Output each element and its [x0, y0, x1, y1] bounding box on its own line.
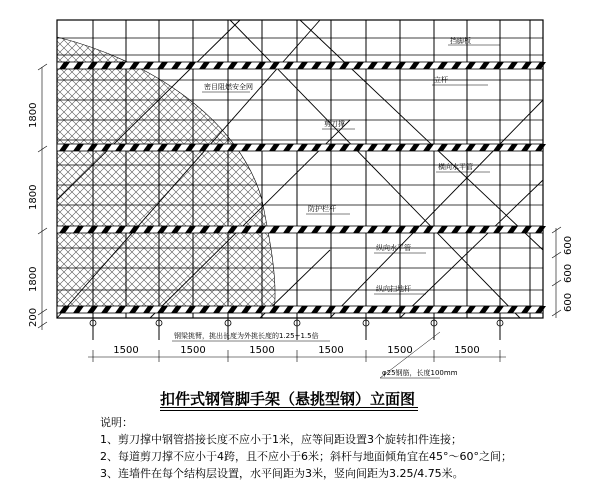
dim-bottom-1: 1500 [113, 345, 139, 356]
label-longitudinal-bar: 纵向水平管 [376, 244, 411, 252]
label-safety-net: 密目阻燃安全网 [204, 83, 253, 91]
title-underline-1 [160, 407, 418, 408]
dim-left-3: 1800 [28, 266, 39, 292]
label-guard-rail: 防护栏杆 [308, 205, 336, 213]
dim-left-4: 200 [28, 307, 39, 327]
label-sweep-bar: 纵向扫地杆 [376, 285, 411, 293]
dim-bottom-5: 1500 [387, 345, 413, 356]
notes-heading: 说明： [100, 416, 133, 429]
bottom-dimension-chain [88, 350, 506, 362]
crossbrace [400, 180, 543, 318]
title-underline-2 [160, 410, 418, 411]
dim-left-1: 1800 [28, 102, 39, 128]
dim-right-1: 600 [563, 235, 574, 255]
dim-bottom-4: 1500 [318, 345, 344, 356]
dim-bottom-2: 1500 [180, 345, 206, 356]
label-cantilever-note: 钢梁挑臂，挑出长度为外挑长度的1.25~1.5倍 [174, 332, 319, 340]
dim-right-2: 600 [563, 263, 574, 283]
drawing-title: 扣件式钢管脚手架（悬挑型钢）立面图 [160, 390, 416, 408]
dim-left-2: 1800 [28, 184, 39, 210]
label-rebar-note: φ25钢筋，长度100mm [382, 369, 458, 377]
label-vertical-pole: 立杆 [434, 76, 448, 84]
safety-net-area [57, 37, 275, 312]
note-2: 2、每道剪刀撑不应小于4跨，且不应小于6米；斜杆与地面倾角宜在45°～60°之间； [100, 450, 512, 463]
label-cross-member: 横向水平管 [438, 163, 473, 171]
label-guard-board: 挡脚板 [450, 37, 471, 45]
note-3: 3、连墙件在每个结构层设置，水平间距为3米，竖向间距为3.25/4.75米。 [100, 467, 464, 480]
left-dimension-chain [38, 64, 47, 330]
crossbrace [330, 100, 543, 318]
dim-bottom-3: 1500 [249, 345, 275, 356]
dim-bottom-6: 1500 [454, 345, 480, 356]
notes-block [100, 414, 512, 482]
label-crossbar: 剪刀撑 [324, 120, 345, 128]
dim-right-3: 600 [563, 292, 574, 312]
note-1: 1、剪刀撑中钢管搭接长度不应小于1米，应等间距设置3个旋转扣件连接； [100, 433, 462, 446]
right-dimension-chain [552, 227, 561, 318]
